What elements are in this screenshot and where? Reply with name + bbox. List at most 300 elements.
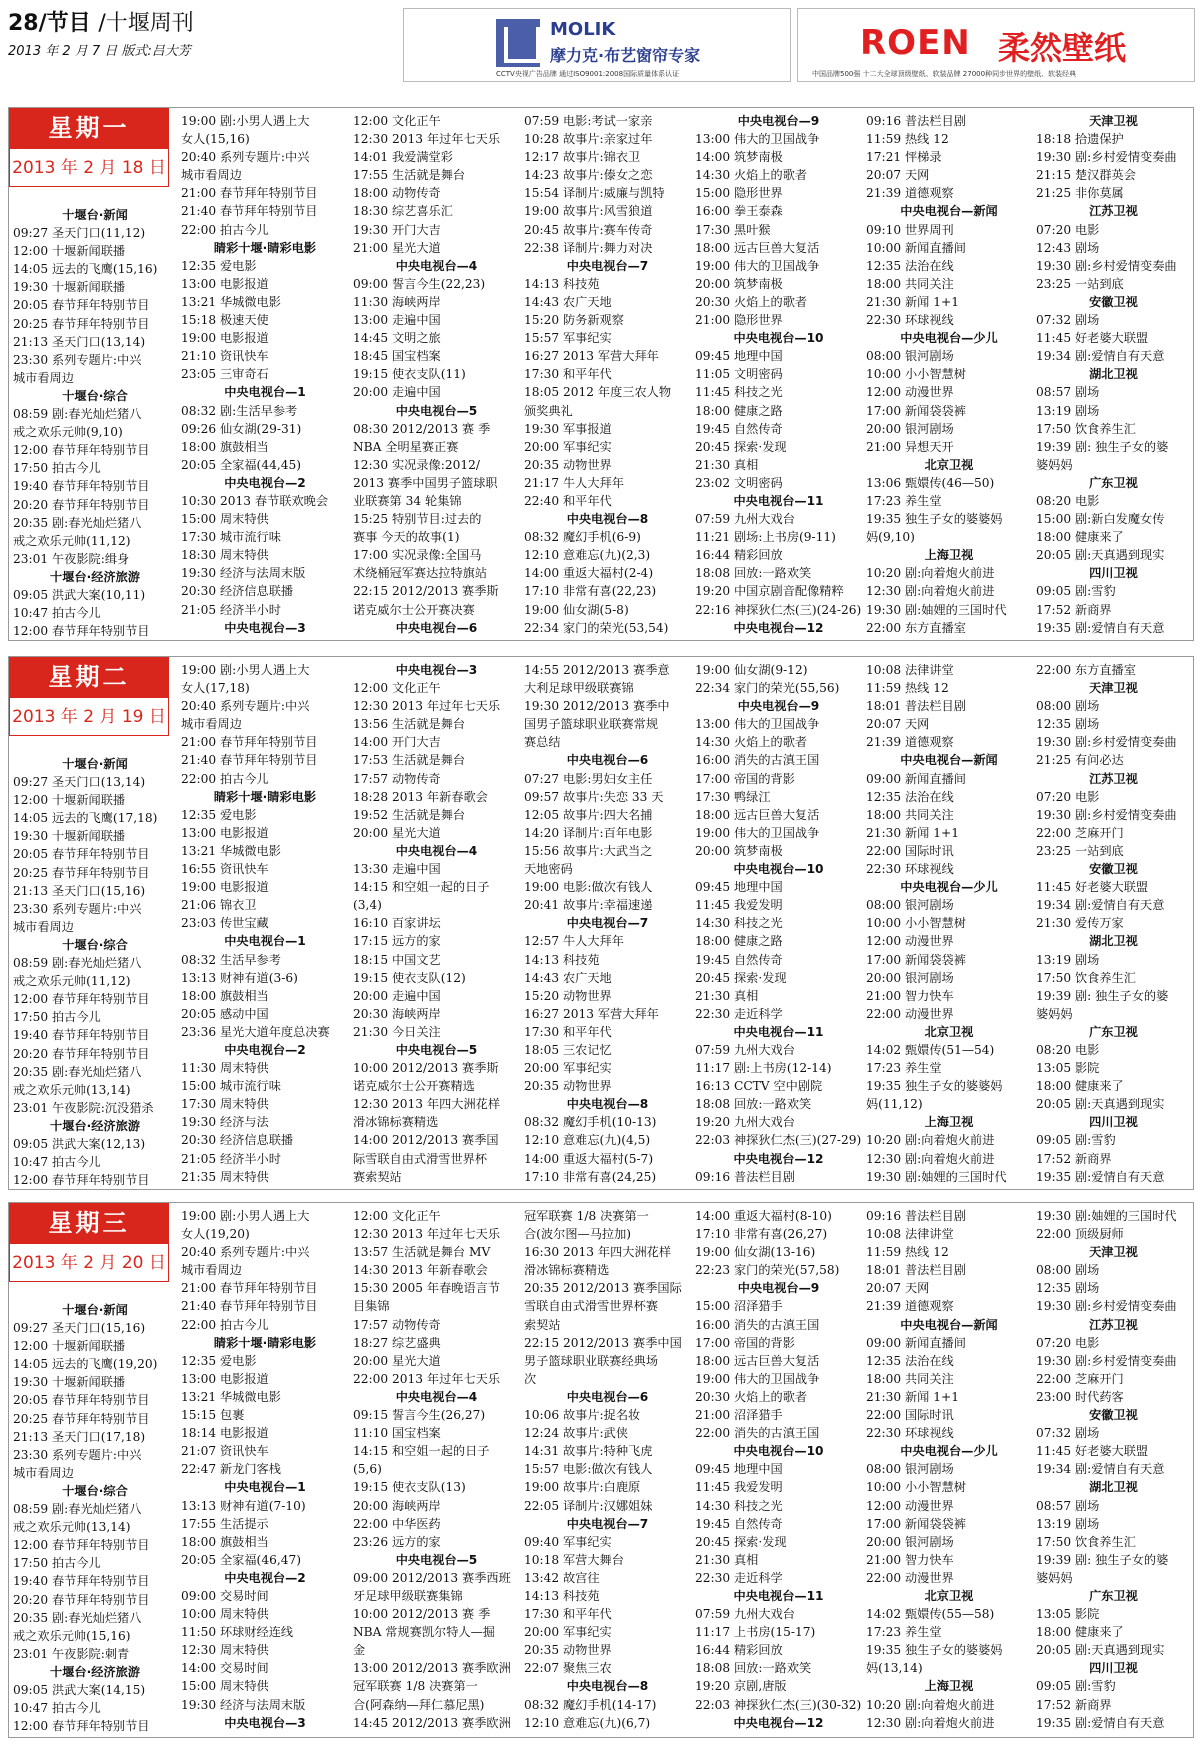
program-entry: 11:45 科技之光 <box>695 385 783 400</box>
program-entry: 19:39 剧: 独生子女的婆 <box>1036 988 1169 1003</box>
program-entry: 14:45 文明之旅 <box>353 331 441 346</box>
program-entry: 13:19 剧场 <box>1036 403 1100 418</box>
program-entry: 20:25 春节拜年特别节目 <box>13 865 150 880</box>
program-entry: 09:00 交易时间 <box>181 1588 269 1603</box>
program-entry: 14:13 科技苑 <box>524 952 600 967</box>
schedule-column <box>524 661 691 1189</box>
schedule-column <box>353 1207 520 1737</box>
program-entry: 女人(19,20) <box>181 1227 250 1242</box>
channel-heading: 中央电视台—6 <box>395 620 478 635</box>
program-entry: 12:35 爱电影 <box>181 807 257 822</box>
program-entry: 23:01 午夜影院:缉身 <box>13 551 130 566</box>
program-entry: 19:39 剧: 独生子女的婆 <box>1036 439 1169 454</box>
program-entry: 13:19 剧场 <box>1036 1516 1100 1531</box>
program-entry: 22:30 环球视线 <box>866 313 954 328</box>
program-entry: 20:41 故事片:幸福速递 <box>524 898 653 913</box>
channel-heading: 江苏卫视 <box>1089 771 1138 786</box>
program-entry: 13:00 电影报道 <box>181 1371 269 1386</box>
day-section <box>8 1202 1194 1738</box>
channel-heading: 中央电视台—4 <box>395 843 478 858</box>
program-entry: 18:01 普法栏目剧 <box>866 1263 966 1278</box>
program-entry: 21:40 春节拜年特别节目 <box>181 1299 318 1314</box>
program-entry: 09:05 洪武大案(10,11) <box>13 587 146 602</box>
program-entry: 13:19 剧场 <box>1036 952 1100 967</box>
channel-heading: 中央电视台—11 <box>733 493 824 508</box>
program-entry: 09:16 普法栏目剧 <box>866 114 966 128</box>
channel-heading: 中央电视台—9 <box>737 699 820 714</box>
program-entry: 14:00 重返大福村(5-7) <box>524 1151 654 1166</box>
program-entry: 18:45 国宝档案 <box>353 349 441 364</box>
program-entry: 09:15 誓言今生(26,27) <box>353 1408 486 1423</box>
program-entry: 07:32 剧场 <box>1036 1426 1100 1441</box>
program-entry: 17:10 非常有喜(24,25) <box>524 1169 657 1184</box>
program-entry: 11:45 我爱发明 <box>695 898 783 913</box>
program-entry: 14:30 科技之光 <box>695 916 783 931</box>
channel-heading: 上海卫视 <box>924 548 974 563</box>
program-entry: 20:00 银河剧场 <box>866 970 954 985</box>
program-entry: 19:30 2012/2013 赛季中 <box>524 699 670 714</box>
channel-heading: 中央电视台—3 <box>395 663 478 677</box>
program-entry: 22:05 译制片:汉娜姐妹 <box>524 1498 653 1513</box>
program-entry: 08:00 银河剧场 <box>866 1462 954 1477</box>
program-entry: 17:52 新商界 <box>1036 602 1112 617</box>
program-entry: 15:20 动物世界 <box>524 988 612 1003</box>
program-entry: 17:00 实况录像:全国马 <box>353 548 482 563</box>
channel-heading: 中央电视台—11 <box>733 1588 824 1603</box>
program-entry: 雪联自由式滑雪世界杯赛 <box>524 1299 659 1314</box>
program-entry: 城市看周边 <box>13 919 74 934</box>
program-entry: 09:00 2012/2013 赛季西班 <box>353 1570 511 1585</box>
program-entry: 12:10 意难忘(九)(6,7) <box>524 1715 651 1730</box>
program-entry: 08:57 剧场 <box>1036 1498 1100 1513</box>
program-entry: 18:00 健康来了 <box>1036 1079 1124 1094</box>
program-entry: 21:00 春节拜年特别节目 <box>181 735 318 750</box>
program-entry: 10:47 拍古今儿 <box>13 1155 101 1170</box>
schedule-column <box>181 1207 349 1737</box>
program-entry: 17:10 非常有喜(26,27) <box>695 1227 828 1242</box>
program-entry: 20:07 天网 <box>866 717 930 732</box>
channel-heading: 安徽卫视 <box>1089 862 1138 877</box>
program-entry: 22:00 拍古今儿 <box>181 1317 269 1332</box>
program-entry: 20:07 天网 <box>866 1281 930 1296</box>
program-entry: 21:35 周末特供 <box>181 1169 269 1184</box>
program-entry: 19:30 剧:乡村爱情变奏曲 <box>1036 258 1177 273</box>
program-entry: 22:30 走近科学 <box>695 1570 783 1585</box>
program-entry: 19:35 剧:爱情自有天意 <box>1036 620 1165 635</box>
program-entry: 11:30 海峡两岸 <box>353 294 441 309</box>
program-entry: 15:00 剧:新白发魔女传 <box>1036 512 1165 527</box>
program-entry: 07:27 电影:男妇女主任 <box>524 771 653 786</box>
program-entry: 07:59 九州大戏台 <box>695 512 795 527</box>
program-entry: 09:45 地理中国 <box>695 1462 783 1477</box>
channel-heading: 中央电视台—5 <box>395 403 478 418</box>
program-entry: 15:00 城市流行味 <box>181 1079 281 1094</box>
program-entry: 14:00 开门大吉 <box>353 735 441 750</box>
program-entry: 08:00 银河剧场 <box>866 898 954 913</box>
program-entry: 婆妈妈 <box>1036 1006 1073 1021</box>
program-entry: 18:00 旗鼓相当 <box>181 1534 269 1549</box>
program-entry: 13:00 伟大的卫国战争 <box>695 132 820 147</box>
schedule-column <box>524 112 691 640</box>
program-entry: 20:40 系列专题片:中兴 <box>181 1245 310 1260</box>
channel-heading: 中央电视台—1 <box>224 1480 306 1495</box>
program-entry: 20:20 春节拜年特别节目 <box>13 1046 150 1061</box>
channel-heading: 十堰台·综合 <box>62 388 128 403</box>
program-entry: 11:45 我爱发明 <box>695 1480 783 1495</box>
channel-heading: 江苏卫视 <box>1089 204 1138 219</box>
schedule-column <box>13 206 177 640</box>
schedule-column <box>1036 112 1191 640</box>
program-entry: 18:08 回放:一路欢笑 <box>695 1661 812 1676</box>
program-entry: 19:00 伟大的卫国战争 <box>695 825 820 840</box>
program-entry: 13:42 故宫往 <box>524 1570 600 1585</box>
program-entry: 20:30 经济信息联播 <box>181 1133 294 1148</box>
program-entry: 08:32 魔幻手机(10-13) <box>524 1115 657 1130</box>
program-entry: 21:39 道德观察 <box>866 735 954 750</box>
program-entry: 07:20 电影 <box>1036 1335 1100 1350</box>
schedule-column <box>13 1301 177 1737</box>
channel-heading: 四川卫视 <box>1089 566 1138 581</box>
program-entry: 12:00 文化正午 <box>353 114 441 128</box>
program-entry: 23:25 一站到底 <box>1036 276 1124 291</box>
program-entry: 17:30 城市流行味 <box>181 530 281 545</box>
program-entry: 09:10 世界周刊 <box>866 222 954 237</box>
program-entry: 戒之欢乐元帅(9,10) <box>13 425 123 440</box>
channel-heading: 中央电视台—12 <box>733 1151 824 1166</box>
program-entry: 21:00 异想天开 <box>866 439 954 454</box>
program-entry: 13:13 财神有道(7-10) <box>181 1498 306 1513</box>
program-entry: 14:02 甄嬛传(55—58) <box>866 1607 995 1622</box>
program-entry: 12:00 十堰新闻联播 <box>13 244 126 259</box>
program-entry: 20:35 动物世界 <box>524 1643 612 1658</box>
program-entry: 23:01 午夜影院:刺青 <box>13 1646 130 1661</box>
channel-heading: 中央电视台—新闻 <box>900 204 998 219</box>
channel-heading: 十堰台·经济旅游 <box>50 569 140 584</box>
channel-heading: 北京卫视 <box>924 1024 974 1039</box>
channel-heading: 十堰台·经济旅游 <box>50 1664 140 1679</box>
program-entry: 14:05 远去的飞鹰(19,20) <box>13 1357 158 1372</box>
program-entry: 19:00 伟大的卫国战争 <box>695 1371 820 1386</box>
program-entry: 09:00 新闻直播间 <box>866 1335 966 1350</box>
program-entry: 23:26 远方的家 <box>353 1534 441 1549</box>
program-entry: 23:30 系列专题片:中兴 <box>13 352 142 367</box>
program-entry: 18:27 综艺盛典 <box>353 1335 441 1350</box>
program-entry: 女人(17,18) <box>181 681 250 696</box>
program-entry: 戒之欢乐元帅(13,14) <box>13 1082 131 1097</box>
program-entry: 16:27 2013 军营大拜年 <box>524 1006 659 1021</box>
program-entry: 18:00 共同关注 <box>866 276 954 291</box>
program-entry: 22:38 译制片:舞力对决 <box>524 240 653 255</box>
program-entry: 13:06 甄嬛传(46—50) <box>866 475 995 490</box>
program-entry: 11:45 好老婆大联盟 <box>1036 880 1149 895</box>
program-entry: 22:34 家门的荣光(53,54) <box>524 620 669 635</box>
channel-heading: 中央电视台—5 <box>395 1552 478 1567</box>
program-entry: 09:27 圣天门口(13,14) <box>13 775 146 790</box>
program-entry: 12:30 2013 年过年七天乐 <box>353 132 501 147</box>
program-entry: 10:00 2012/2013 赛季斯 <box>353 1061 499 1076</box>
program-entry: 19:30 十堰新闻联播 <box>13 829 126 844</box>
program-entry: 12:00 春节拜年特别节目 <box>13 624 150 639</box>
program-entry: 12:35 法治在线 <box>866 789 954 804</box>
program-entry: 12:00 春节拜年特别节目 <box>13 992 150 1007</box>
program-entry: 17:50 拍古今儿 <box>13 1556 101 1571</box>
program-entry: 12:30 剧:向着炮火前进 <box>866 1151 995 1166</box>
program-entry: 11:10 国宝档案 <box>353 1426 441 1441</box>
program-entry: 20:00 银河剧场 <box>866 421 954 436</box>
program-entry: 07:32 剧场 <box>1036 313 1100 328</box>
program-entry: 07:59 电影:考试一家亲 <box>524 114 653 128</box>
program-entry: 09:27 圣天门口(15,16) <box>13 1321 146 1336</box>
program-entry: 13:21 华城微电影 <box>181 1389 281 1404</box>
program-entry: 14:55 2012/2013 赛季意 <box>524 663 670 677</box>
program-entry: 22:30 环球视线 <box>866 1426 954 1441</box>
channel-heading: 天津卫视 <box>1089 114 1138 128</box>
program-entry: 08:32 魔幻手机(14-17) <box>524 1697 657 1712</box>
program-entry: 22:15 2012/2013 赛季斯 <box>353 584 499 599</box>
program-entry: 19:15 使衣支队(11) <box>353 367 466 382</box>
program-entry: 13:00 电影报道 <box>181 825 269 840</box>
program-entry: 22:15 2012/2013 赛季中国 <box>524 1335 682 1350</box>
program-entry: 20:40 系列专题片:中兴 <box>181 150 310 165</box>
program-entry: 14:02 甄嬛传(51—54) <box>866 1042 995 1057</box>
page-header <box>0 0 1200 100</box>
channel-heading: 中央电视台—少儿 <box>900 331 998 346</box>
program-entry: 21:30 爱传万家 <box>1036 916 1124 931</box>
program-entry: 12:00 春节拜年特别节目 <box>13 1719 150 1734</box>
program-entry: 19:20 中国京剧音配像精粹 <box>695 584 844 599</box>
channel-heading: 中央电视台—12 <box>733 1715 824 1730</box>
program-entry: 19:30 经济与法周末版 <box>181 566 306 581</box>
schedule-column <box>866 112 1032 640</box>
program-entry: 19:45 自然传奇 <box>695 1516 783 1531</box>
program-entry: 18:00 健康之路 <box>695 934 783 949</box>
program-entry: 12:00 文化正午 <box>353 1209 441 1223</box>
program-entry: 19:39 剧: 独生子女的婆 <box>1036 1552 1169 1567</box>
program-entry: 17:00 帝国的背影 <box>695 771 795 786</box>
program-entry: 20:00 军事纪实 <box>524 1061 612 1076</box>
program-entry: 15:57 军事纪实 <box>524 331 612 346</box>
program-entry: 21:00 智力快车 <box>866 1552 954 1567</box>
program-entry: 10:08 法律讲堂 <box>866 1227 954 1242</box>
program-entry: 戒之欢乐元帅(15,16) <box>13 1628 131 1643</box>
program-entry: 14:01 我爱满堂彩 <box>353 150 453 165</box>
program-entry: 19:40 春节拜年特别节目 <box>13 479 150 494</box>
program-entry: 13:00 伟大的卫国战争 <box>695 717 820 732</box>
program-entry: 20:00 银河剧场 <box>866 1534 954 1549</box>
program-entry: 14:30 2013 年新春歌会 <box>353 1263 488 1278</box>
program-entry: NBA 常规赛凯尔特人—掘 <box>353 1625 495 1640</box>
program-entry: 18:08 回放:一路欢笑 <box>695 1097 812 1112</box>
program-entry: 19:00 仙女湖(13-16) <box>695 1245 816 1260</box>
schedule-column <box>181 112 349 640</box>
program-entry: 18:00 远古巨兽大复活 <box>695 807 820 822</box>
program-entry: 17:52 新商界 <box>1036 1151 1112 1166</box>
roen-brand: ROEN <box>860 23 971 63</box>
program-entry: 19:00 电影报道 <box>181 331 269 346</box>
program-entry: 20:45 探索·发现 <box>695 1534 787 1549</box>
program-entry: 22:00 拍古今儿 <box>181 771 269 786</box>
program-entry: 14:00 交易时间 <box>181 1661 269 1676</box>
program-entry: 20:00 筑梦南极 <box>695 276 783 291</box>
roen-cn-name: 柔然壁纸 <box>998 29 1127 67</box>
program-entry: 大利足球甲级联赛锦 <box>524 681 634 696</box>
program-entry: 17:30 黑叶猴 <box>695 222 771 237</box>
program-entry: 08:30 2012/2013 赛 季 <box>353 421 491 436</box>
channel-heading: 中央电视台—8 <box>566 512 649 527</box>
channel-heading: 中央电视台—11 <box>733 1024 824 1039</box>
program-entry: 19:35 剧:爱情自有天意 <box>1036 1169 1165 1184</box>
program-entry: 21:13 圣天门口(15,16) <box>13 883 146 898</box>
channel-heading: 广东卫视 <box>1089 1588 1138 1603</box>
molik-brand: MOLIK <box>550 19 616 40</box>
program-entry: 21:00 星光大道 <box>353 240 441 255</box>
publication-name: /十堰周刊 <box>98 11 194 36</box>
program-entry: 20:00 海峡两岸 <box>353 1498 441 1513</box>
program-entry: 10:00 小小智慧树 <box>866 916 966 931</box>
program-entry: 11:45 好老婆大联盟 <box>1036 331 1149 346</box>
channel-heading: 睛彩十堰·睛彩电影 <box>213 1335 317 1350</box>
program-entry: 12:35 剧场 <box>1036 717 1100 732</box>
program-entry: 20:20 春节拜年特别节目 <box>13 497 150 512</box>
program-entry: 男子篮球职业联赛经典场 <box>524 1353 659 1368</box>
program-entry: 19:00 电影:做次有钱人 <box>524 880 653 895</box>
program-entry: 10:28 故事片:亲家过年 <box>524 132 653 147</box>
schedule-column <box>353 661 520 1189</box>
program-entry: 17:00 新闻袋袋裤 <box>866 403 966 418</box>
program-entry: 07:59 九州大戏台 <box>695 1607 795 1622</box>
program-entry: 11:50 环球财经连线 <box>181 1625 294 1640</box>
channel-heading: 中央电视台—9 <box>737 114 820 128</box>
program-entry: 17:50 拍古今儿 <box>13 1010 101 1025</box>
program-entry: 22:00 芝麻开门 <box>1036 1371 1124 1386</box>
program-entry: 10:00 周末特供 <box>181 1607 269 1622</box>
program-entry: 20:35 动物世界 <box>524 1079 612 1094</box>
program-entry: 20:30 海峡两岸 <box>353 1006 441 1021</box>
program-entry: 20:45 探索·发现 <box>695 439 787 454</box>
program-entry: 12:35 爱电影 <box>181 258 257 273</box>
program-entry: 21:30 今日关注 <box>353 1024 441 1039</box>
program-entry: 21:30 真相 <box>695 1552 759 1567</box>
program-entry: 21:30 新闻 1+1 <box>866 1389 959 1404</box>
program-entry: 10:08 法律讲堂 <box>866 663 954 677</box>
program-entry: 诺克威尔士公开赛精选 <box>353 1079 475 1094</box>
channel-heading: 睛彩十堰·睛彩电影 <box>213 789 317 804</box>
program-entry: 09:40 军事纪实 <box>524 1534 612 1549</box>
program-entry: 23:00 时代药客 <box>1036 1389 1124 1404</box>
program-entry: 12:43 剧场 <box>1036 240 1100 255</box>
program-entry: 20:05 春节拜年特别节目 <box>13 298 150 313</box>
program-entry: 22:03 神探狄仁杰(三)(27-29) <box>695 1133 862 1148</box>
program-entry: 10:00 2012/2013 赛 季 <box>353 1607 491 1622</box>
program-entry: 16:10 百家讲坛 <box>353 916 441 931</box>
program-entry: 20:30 经济信息联播 <box>181 584 294 599</box>
channel-heading: 安徽卫视 <box>1089 294 1138 309</box>
program-entry: 08:20 电影 <box>1036 1042 1100 1057</box>
program-entry: 城市看周边 <box>13 1465 74 1480</box>
program-entry: 21:00 隐形世界 <box>695 313 783 328</box>
program-entry: 12:10 意难忘(九)(4,5) <box>524 1133 651 1148</box>
program-entry: 城市看周边 <box>181 1263 242 1278</box>
program-entry: 12:30 实况录像:2012/ <box>353 457 480 472</box>
program-entry: 19:00 剧:小男人遇上大 <box>181 1209 310 1223</box>
program-entry: 10:20 剧:向着炮火前进 <box>866 1697 995 1712</box>
program-entry: 14:05 远去的飞鹰(15,16) <box>13 262 158 277</box>
program-entry: 21:00 智力快车 <box>866 988 954 1003</box>
program-entry: 07:20 电影 <box>1036 222 1100 237</box>
program-entry: 09:57 故事片:失恋 33 天 <box>524 789 664 804</box>
program-entry: 07:59 九州大戏台 <box>695 1042 795 1057</box>
channel-heading: 广东卫视 <box>1089 1024 1138 1039</box>
program-entry: 19:00 剧:小男人遇上大 <box>181 663 310 677</box>
channel-heading: 十堰台·新闻 <box>62 1303 128 1317</box>
program-entry: 19:15 使衣支队(13) <box>353 1480 466 1495</box>
program-entry: 20:25 春节拜年特别节目 <box>13 316 150 331</box>
program-entry: 21:00 春节拜年特别节目 <box>181 1281 318 1296</box>
program-entry: 12:35 法治在线 <box>866 258 954 273</box>
program-entry: 11:30 周末特供 <box>181 1061 269 1076</box>
program-entry: 09:05 剧:雪豹 <box>1036 1679 1116 1694</box>
program-entry: 19:34 剧:爱情自有天意 <box>1036 349 1165 364</box>
program-entry: 09:05 剧:雪豹 <box>1036 584 1116 599</box>
channel-heading: 中央电视台—7 <box>566 258 649 273</box>
program-entry: 12:00 文化正午 <box>353 681 441 696</box>
program-entry: 19:30 剧:妯娌的三国时代 <box>866 602 1007 617</box>
program-entry: 11:59 热线 12 <box>866 132 949 147</box>
program-entry: 22:03 神探狄仁杰(三)(30-32) <box>695 1697 862 1712</box>
channel-heading: 十堰台·综合 <box>62 937 128 952</box>
program-entry: 20:05 剧:天真遇到现实 <box>1036 1643 1165 1658</box>
program-entry: 滑冰锦标赛精选 <box>353 1115 439 1130</box>
program-entry: 19:30 剧:乡村爱情变奏曲 <box>1036 735 1177 750</box>
program-entry: 14:00 重返大福村(2-4) <box>524 566 654 581</box>
program-entry: NBA 全明星赛正赛 <box>353 439 459 454</box>
program-entry: 14:30 科技之光 <box>695 1498 783 1513</box>
program-entry: 牙足球甲级联赛集锦 <box>353 1588 463 1603</box>
roen-subline: 中国品牌500强 十二大全球顶级壁纸、软装品牌 27000种同步世界的壁纸、软装经典 <box>812 70 1077 78</box>
channel-heading: 十堰台·新闻 <box>62 757 128 771</box>
program-entry: 12:30 2013 年过年七天乐 <box>353 699 501 714</box>
program-entry: 19:00 伟大的卫国战争 <box>695 258 820 273</box>
program-entry: 20:00 走遍中国 <box>353 385 441 400</box>
program-entry: 14:00 2012/2013 赛季国 <box>353 1133 499 1148</box>
program-entry: 城市看周边 <box>181 717 242 732</box>
program-entry: 15:00 隐形世界 <box>695 186 783 201</box>
program-entry: 21:30 真相 <box>695 457 759 472</box>
channel-heading: 四川卫视 <box>1089 1661 1138 1676</box>
program-entry: 戒之欢乐元帅(13,14) <box>13 1520 131 1535</box>
program-entry: 14:30 火焰上的歌者 <box>695 735 808 750</box>
program-entry: 15:30 2005 年春晚语言节 <box>353 1281 501 1296</box>
program-entry: 19:45 自然传奇 <box>695 421 783 436</box>
program-entry: 12:17 故事片:锦衣卫 <box>524 150 641 165</box>
channel-heading: 北京卫视 <box>924 1588 974 1603</box>
program-entry: 19:35 独生子女的婆婆妈 <box>866 1079 1003 1094</box>
program-entry: 19:34 剧:爱情自有天意 <box>1036 898 1165 913</box>
program-entry: 12:30 周末特供 <box>181 1643 269 1658</box>
program-entry: 12:05 故事片:四大名捕 <box>524 807 653 822</box>
program-entry: 17:55 生活就是舞台 <box>353 168 466 183</box>
program-entry: 15:00 周末特供 <box>181 512 269 527</box>
program-entry: 20:35 2012/2013 赛季国际 <box>524 1281 682 1296</box>
program-entry: 10:00 小小智慧树 <box>866 367 966 382</box>
program-entry: 10:06 故事片:捉名妆 <box>524 1408 641 1423</box>
program-entry: 12:35 法治在线 <box>866 1353 954 1368</box>
program-entry: 妈(13,14) <box>866 1661 923 1676</box>
channel-heading: 睛彩十堰·睛彩电影 <box>213 240 317 255</box>
program-entry: 20:07 天网 <box>866 168 930 183</box>
program-entry: 16:00 消失的古滇王国 <box>695 1317 820 1332</box>
program-entry: 12:00 动漫世界 <box>866 1498 954 1513</box>
